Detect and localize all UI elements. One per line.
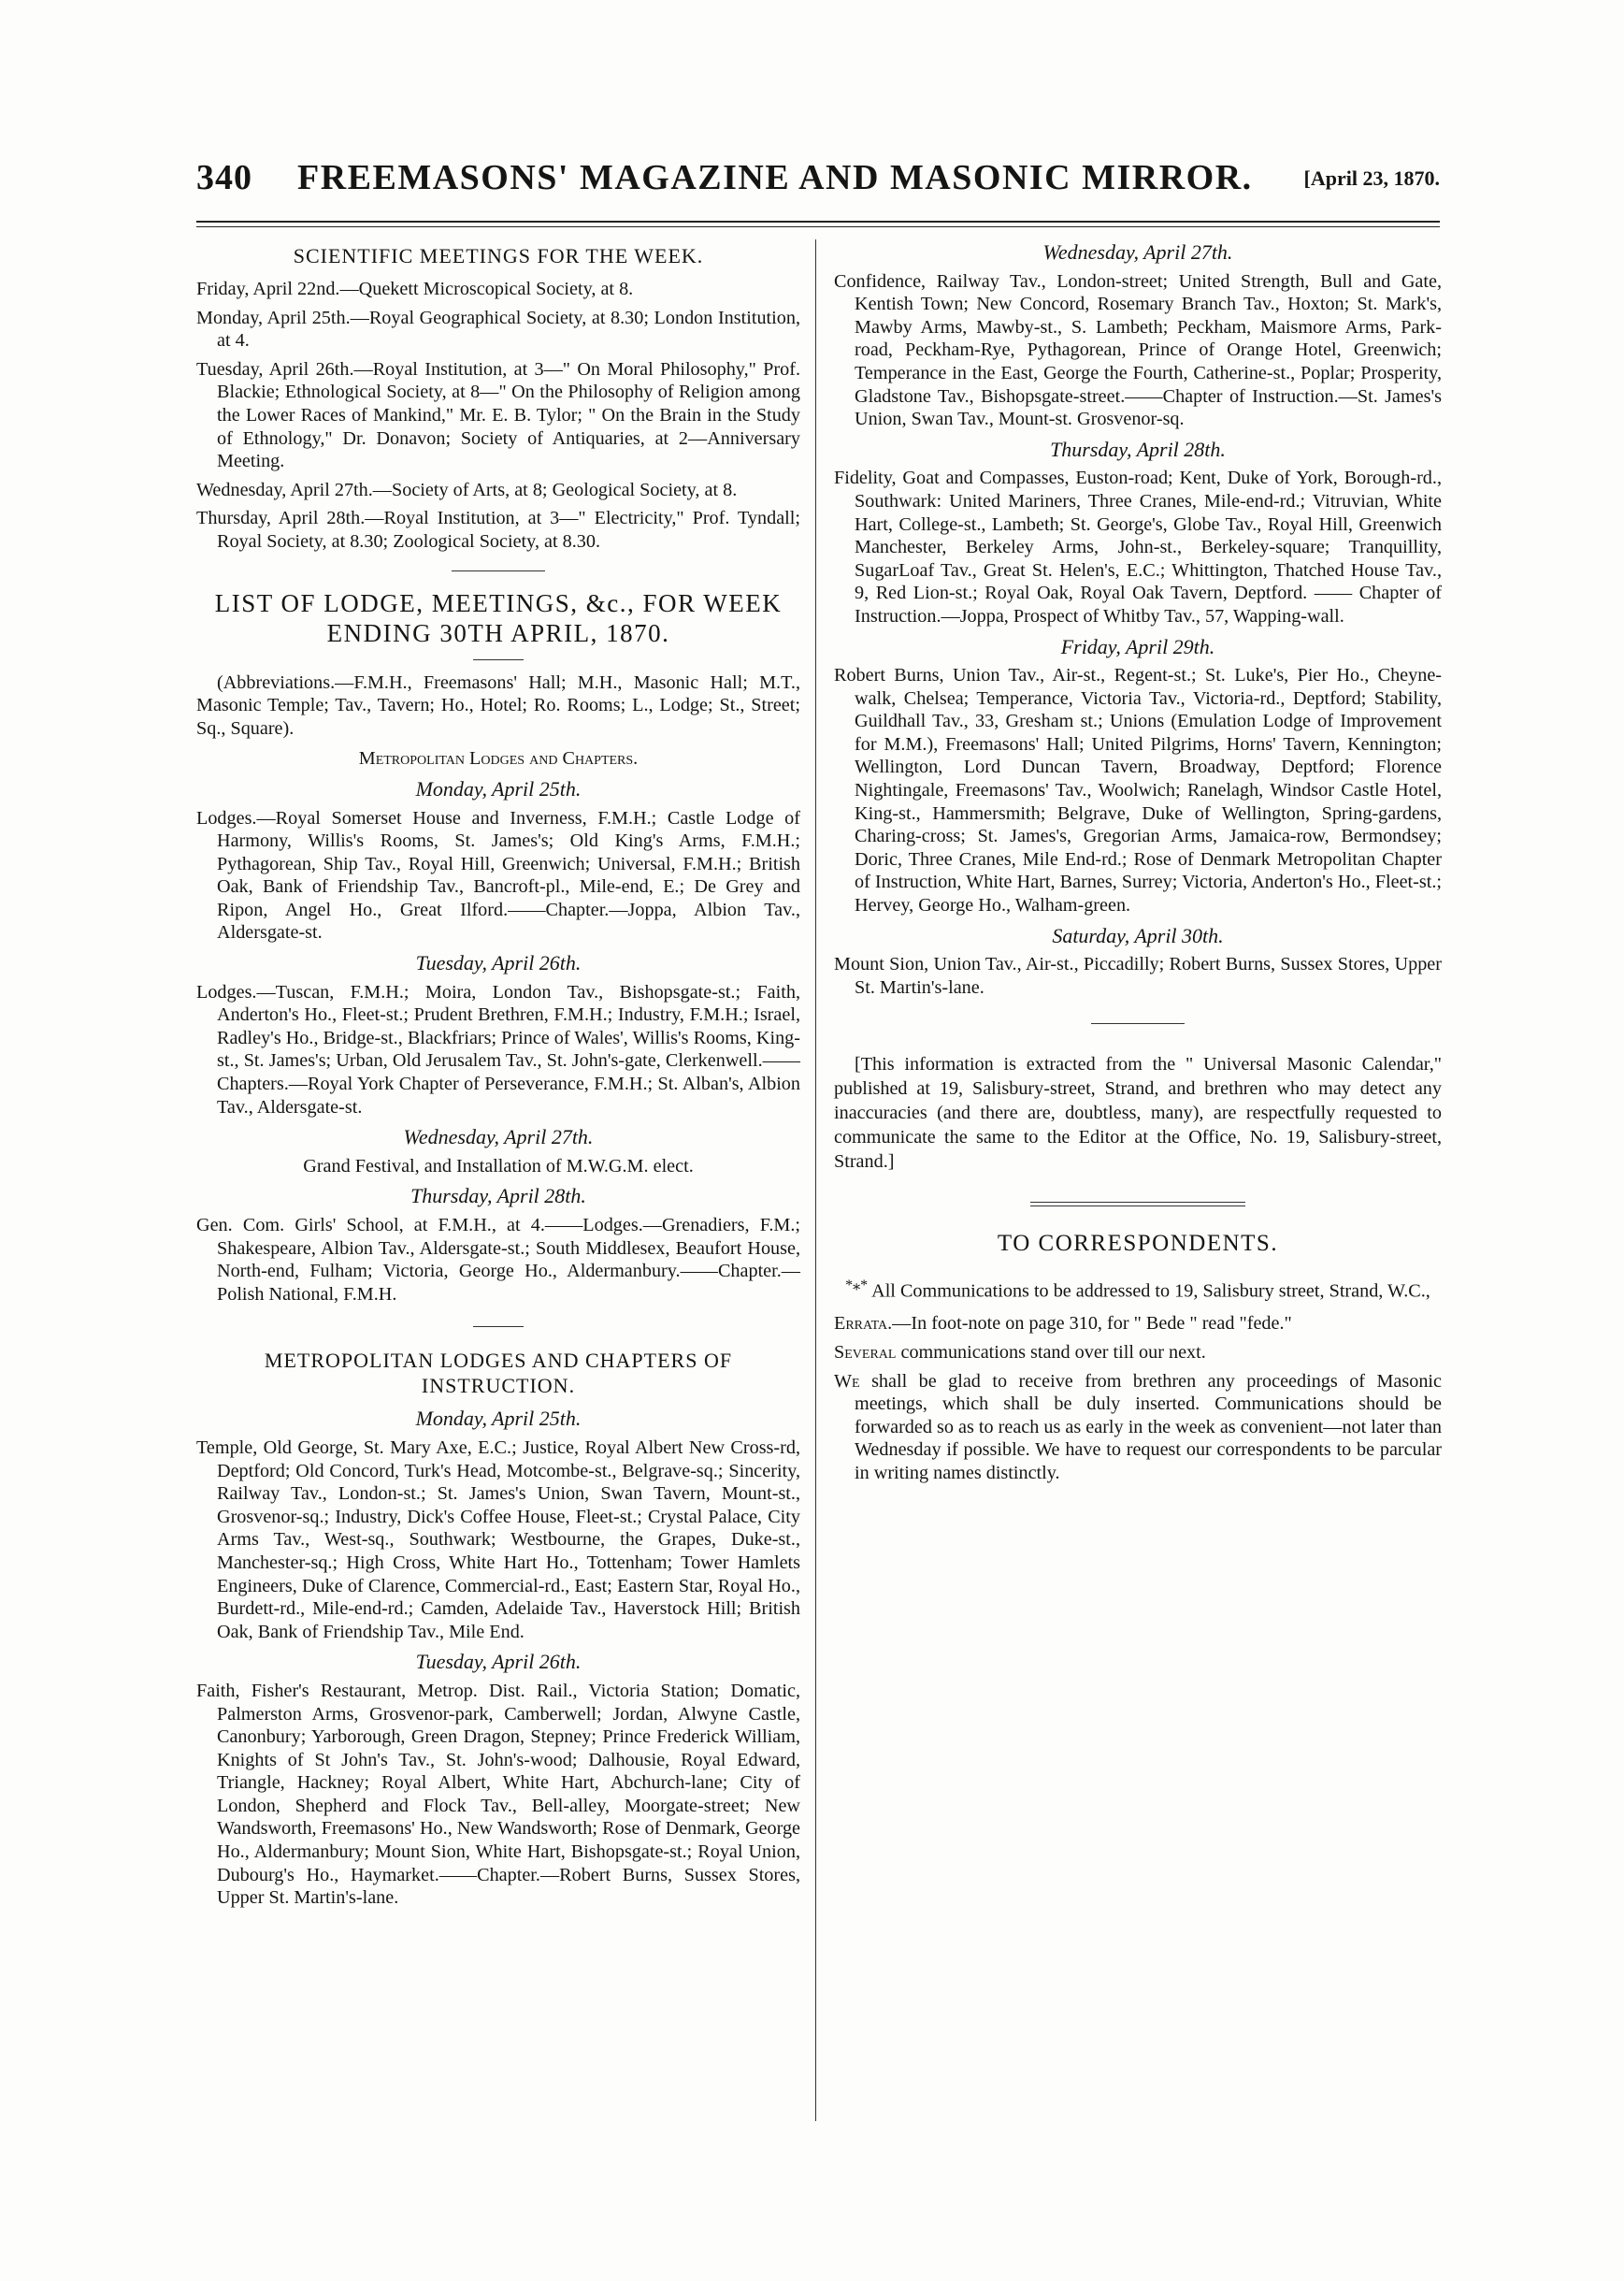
right-column	[834, 234, 1442, 1490]
we-text: shall be glad to receive from brethren any proceedings of Masonic meetings, which shall be duly inserted. Communications should be forwarded so as to reach us as early in the week as convenient—not later than Wednesday if possible. We have to request our correspondents to be parcular in writing names distinctly.	[855, 1370, 1442, 1483]
day-entry: Robert Burns, Union Tav., Air-st., Regent-st.; St. Luke's, Pier Ho., Cheyne-walk, Chelsea; Temperance, Victoria Tav., Victoria-rd., Deptford; Stability, Guildhall Tav., 33, Gresham st.; Unions (Emulation Lodge of Improvement for M.M.), Freemasons' Hall; United Pilgrims, Horns' Tavern, Kennington; Wellington, Lord Duncan Tavern, Broadway, Deptford; Florence Nightingale, Freemasons' Tav., Woolwich; Ranelagh, Windsor Castle Hotel, King-st., Hammersmith; Belgrave, Duke of Wellington, Spring-gardens, Charing-cross; St. James's, Gregorian Arms, Jamaica-row, Bermondsey; Doric, Three Cranes, Mile End-rd.; Rose of Denmark Metropolitan Chapter of Instruction, White Hart, Barnes, Surrey; Victoria, Anderton's Ho., Fleet-st.; Hervey, George Ho., Walham-green.	[834, 665, 1442, 917]
issue-date: [April 23, 1870.	[1303, 166, 1440, 190]
we-label: We	[834, 1370, 860, 1392]
day-label: Wednesday, April 27th.	[1042, 240, 1233, 264]
several-text: communications stand over till our next.	[900, 1341, 1206, 1363]
day-label: Wednesday, April 27th.	[403, 1125, 594, 1149]
day-entry: Faith, Fisher's Restaurant, Metrop. Dist. Rail., Victoria Station; Domatic, Palmerston Arms, Grosvenor-park, Camberwell; Jordan, Alwyne Castle, Canonbury; Yarborough, Green Dragon, Stepney; Prince Frederick William, Knights of St John's Tav., St. John's-wood; Dalhousie, Royal Edward, Triangle, Hackney; Royal Albert, White Hart, Abchurch-lane; City of London, Shepherd and Flock Tav., Bell-alley, Moorgate-street; New Wandsworth, Freemasons' Ho., New Wandsworth; Rose of Denmark, George Ho., Aldermanbury; Mount Sion, White Hart, Bishopsgate-st.; Royal Union, Dubourg's Ho., Haymarket.——Chapter.—Robert Burns, Sussex Stores, Upper St. Martin's-lane.	[196, 1680, 800, 1909]
day-label: Thursday, April 28th.	[1050, 437, 1226, 461]
heading-rule	[473, 659, 524, 660]
scientific-item: Tuesday, April 26th.—Royal Institution, at 3—" On Moral Philosophy," Prof. Blackie; Ethnological Society, at 8—" On the Philosophy of Religion among the Lower Races of Mankind," Mr. E. B. Tylor; " On the Brain in the Study of Ethnology," Dr. Donavon; Society of Antiquaries, at 2—Anniversary Meeting.	[196, 358, 800, 472]
asterism: *⁎*	[845, 1278, 869, 1293]
lodges-subheading: Metropolitan Lodges and Chapters.	[358, 748, 639, 770]
running-header	[196, 157, 1440, 204]
address-note	[834, 1275, 1442, 1303]
day-entry: Grand Festival, and Installation of M.W.G.M. elect.	[303, 1155, 694, 1177]
errata-text: —In foot-note on page 310, for " Bede " read "fede."	[892, 1313, 1292, 1335]
we-note	[834, 1370, 1442, 1485]
section-double-rule	[1030, 1202, 1245, 1206]
day-entry: Temple, Old George, St. Mary Axe, E.C.; Justice, Royal Albert New Cross-rd, Deptford; Old Concord, Turk's Head, Motcombe-st., Belgrave-sq.; Sincerity, Railway Tav., London-st.; St. James's Union, Swan Tavern, Mount-st., Grosvenor-sq.; Industry, Dick's Coffee House, Fleet-st.; Crystal Palace, City Arms Tav., West-sq., Southwark; Westbourne, the Grapes, Duke-st., Manchester-sq.; High Cross, White Hart Ho., Tottenham; Tower Hamlets Engineers, Duke of Clarence, Commercial-rd., East; Eastern Star, Royal Ho., Burdett-rd., Mile-end-rd.; Camden, Adelaide Tav., Haverstock Hill; British Oak, Bank of Friendship Tav., Mile End.	[196, 1436, 800, 1642]
section-rule	[1091, 1023, 1185, 1024]
scientific-item: Friday, April 22nd.—Quekett Microscopical Society, at 8.	[196, 279, 634, 299]
address-text: All Communications to be addressed to 19, Salisbury street, Strand, W.C.,	[871, 1280, 1430, 1302]
lodges-heading: LIST OF LODGE, MEETINGS, &c., FOR WEEK ENDING 30TH APRIL, 1870.	[214, 588, 783, 647]
scientific-heading: SCIENTIFIC MEETINGS FOR THE WEEK.	[293, 244, 704, 267]
day-entry: Confidence, Railway Tav., London-street; United Strength, Bull and Gate, Kentish Town; New Concord, Rosemary Branch Tav., Hoxton; St. Mark's, Mawby Arms, Mawby-st., S. Lambeth; Peckham, Maismore Arms, Park-road, Peckham-Rye, Pythagorean, Prince of Orange Hotel, Greenwich; Temperance in the East, George the Fourth, Catherine-st., Poplar; Prosperity, Gladstone Tav., Bishopsgate-street.——Chapter of Instruction.—St. James's Union, Swan Tav., Mount-st. Grosvenor-sq.	[834, 270, 1442, 430]
day-entry: Gen. Com. Girls' School, at F.M.H., at 4.——Lodges.—Grenadiers, F.M.; Shakespeare, Albion Tav., Aldersgate-st.; South Middlesex, Beaufort House, North-end, Fulham; Victoria, George Ho., Aldermanbury.——Chapter.—Polish National, F.M.H.	[196, 1215, 800, 1305]
day-label: Monday, April 25th.	[415, 776, 582, 801]
errata-note	[834, 1312, 1442, 1335]
scientific-item: Wednesday, April 27th.—Society of Arts, at 8; Geological Society, at 8.	[196, 479, 738, 500]
magazine-title: FREEMASONS' MAGAZINE AND MASONIC MIRROR.	[297, 158, 1253, 197]
left-column	[196, 234, 800, 1915]
instruction-heading: METROPOLITAN LODGES AND CHAPTERS OF INSTRUCTION.	[264, 1349, 733, 1398]
errata-label: Errata.	[834, 1313, 893, 1335]
page-number: 340	[196, 158, 252, 197]
column-divider	[815, 239, 816, 2121]
abbreviations: (Abbreviations.—F.M.H., Freemasons' Hall; M.H., Masonic Hall; M.T., Masonic Temple; Tav., Tavern; Ho., Hotel; Ro. Rooms; L., Lodge; St., Street; Sq., Square).	[196, 671, 800, 739]
day-entry: Fidelity, Goat and Compasses, Euston-road; Kent, Duke of York, Borough-rd., Southwark: United Mariners, Three Cranes, Mile-end-rd.; Vitruvian, White Hart, College-st., Lambeth; St. George's, Globe Tav., Royal Hill, Greenwich Manchester, Berkeley Arms, John-st., Berkeley-square; Tranquillity, SugarLoaf Tav., Great St. Helen's, E.C.; Whittington, Thatched House Tav., 9, Red Lion-st.; Royal Oak, Royal Oak Tavern, Deptford. —— Chapter of Instruction.—Joppa, Prospect of Whitby Tav., 57, Wapping-wall.	[834, 468, 1442, 627]
day-label: Tuesday, April 26th.	[415, 1650, 582, 1674]
day-entry: Lodges.—Royal Somerset House and Inverness, F.M.H.; Castle Lodge of Harmony, Willis's Rooms, St. James's; Old King's Arms, F.M.H.; Pythagorean, Ship Tav., Royal Hill, Greenwich; Universal, F.M.H.; British Oak, Bank of Friendship Tav., Bancroft-pl., Mile-end, E.; De Grey and Ripon, Angel Ho., Great Ilford.——Chapter.—Joppa, Albion Tav., Aldersgate-st.	[196, 807, 800, 944]
day-label: Saturday, April 30th.	[1052, 923, 1224, 947]
section-rule	[452, 570, 545, 571]
calendar-note: [This information is extracted from the " Universal Masonic Calendar," published at 19, Salisbury-street, Strand, and brethren who may detect any inaccuracies (and there are, doubtless, many), are respectfully requested to communicate the same to the Editor at the Office, No. 19, Salisbury-street, Strand.]	[834, 1054, 1442, 1173]
header-double-rule	[196, 221, 1440, 227]
day-label: Thursday, April 28th.	[410, 1184, 586, 1208]
correspondents-heading: TO CORRESPONDENTS.	[997, 1231, 1279, 1257]
scientific-item: Monday, April 25th.—Royal Geographical Society, at 8.30; London Institution, at 4.	[196, 307, 800, 352]
day-label: Tuesday, April 26th.	[415, 951, 582, 975]
day-label: Monday, April 25th.	[415, 1407, 582, 1431]
day-entry: Lodges.—Tuscan, F.M.H.; Moira, London Tav., Bishopsgate-st.; Faith, Anderton's Ho., Fleet-st.; Prudent Brethren, F.M.H.; Industry, F.M.H.; Israel, Radley's Ho., Bridge-st., Blackfriars; Prince of Wales', Willis's Rooms, King-st., St. James's; Urban, Old Jerusalem Tav., St. John's-gate, Clerkenwell.——Chapters.—Royal York Chapter of Perseverance, F.M.H.; St. Alban's, Albion Tav., Aldersgate-st.	[196, 981, 800, 1118]
section-rule	[473, 1326, 524, 1327]
several-note	[834, 1341, 1442, 1364]
day-label: Friday, April 29th.	[1060, 634, 1215, 658]
several-label: Several	[834, 1341, 897, 1363]
scientific-item: Thursday, April 28th.—Royal Institution, at 3—" Electricity," Prof. Tyndall; Royal Society, at 8.30; Zoological Society, at 8.30.	[196, 508, 800, 552]
day-entry: Mount Sion, Union Tav., Air-st., Piccadilly; Robert Burns, Sussex Stores, Upper St. Martin's-lane.	[834, 954, 1442, 998]
